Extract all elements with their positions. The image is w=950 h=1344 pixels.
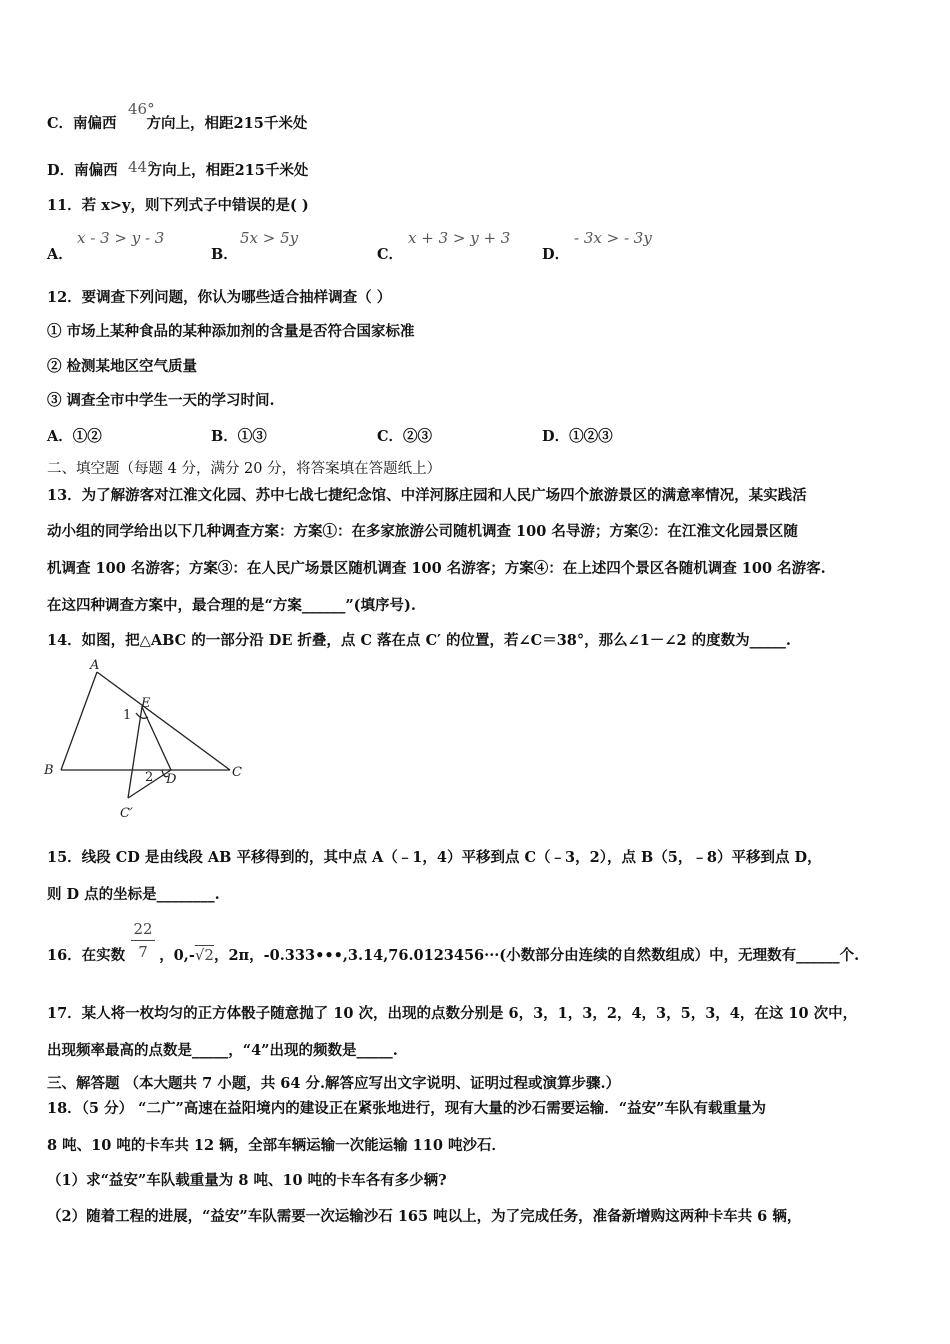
q16-mid: ，0,- — [159, 947, 195, 964]
q11-option-b-expr: 5x > 5y — [240, 229, 299, 247]
q10-option-c — [47, 114, 307, 134]
q10-c-suffix: 方向上，相距215千米处 — [146, 115, 308, 132]
q10-d-prefix: D．南偏西 — [47, 162, 118, 179]
section-2-heading: 二、填空题（每题 4 分，满分 20 分，将答案填在答题纸上） — [47, 461, 442, 477]
label-angle-1: 1 — [123, 708, 132, 723]
q18-line-2: 8 吨、10 吨的卡车共 12 辆，全部车辆运输一次能运输 110 吨沙石． — [47, 1137, 506, 1154]
q10-d-angle: 44° — [128, 158, 155, 176]
q12-stem: 12．要调查下列问题，你认为哪些适合抽样调查（ ） — [47, 289, 392, 306]
q17-line-2: 出现频率最高的点数是_____，“4”出现的频数是_____. — [47, 1042, 398, 1059]
q12-option-a: A．①② — [47, 428, 102, 445]
q16-fraction-denominator: 7 — [138, 943, 148, 961]
q10-c-angle: 46° — [128, 100, 155, 118]
q16-suffix: ，2π，-0.333•••,3.14,76.0123456···(小数部分由连续的自然数组成）中，无理数有______个. — [213, 947, 860, 964]
q16-fraction-numerator: 22 — [133, 920, 153, 938]
edge-ac — [97, 672, 230, 770]
section-3-heading: 三、解答题 （本大题共 7 小题，共 64 分.解答应写出文字说明、证明过程或演算步骤.） — [47, 1075, 621, 1092]
q13-line-3: 机调查 100 名游客；方案③：在人民广场景区随机调查 100 名游客；方案④：在上述四个景区各随机调查 100 名游客. — [47, 560, 826, 577]
q11-option-b-label: B． — [211, 246, 238, 263]
q12-item-2: ② 检测某地区空气质量 — [47, 358, 198, 375]
q12-item-1: ① 市场上某种食品的某种添加剂的含量是否符合国家标准 — [47, 323, 415, 340]
label-c-prime: C′ — [120, 806, 133, 821]
label-a: A — [90, 658, 100, 673]
q13-line-4: 在这四种调查方案中，最合理的是“方案______”(填序号). — [47, 597, 416, 614]
q11-option-c-label: C． — [377, 246, 404, 263]
q12-option-c: C．②③ — [377, 428, 433, 445]
q15-line-2: 则 D 点的坐标是________. — [47, 886, 220, 903]
q10-d-suffix: 方向上，相距215千米处 — [147, 162, 309, 179]
q12-option-b: B．①③ — [211, 428, 267, 445]
label-d: D — [166, 772, 177, 787]
q16-prefix: 16．在实数 — [47, 947, 126, 964]
q12-option-d: D．①②③ — [542, 428, 613, 445]
q13-line-2: 动小组的同学给出以下几种调查方案：方案①：在多家旅游公司随机调查 100 名导游；方案②：在江淮文化园景区随 — [47, 523, 798, 540]
q18-part-1: （1）求“益安”车队载重量为 8 吨、10 吨的卡车各有多少辆? — [47, 1172, 447, 1189]
edge-ab — [61, 672, 97, 770]
q11-option-a-expr: x - 3 > y - 3 — [77, 229, 165, 247]
label-angle-2: 2 — [145, 770, 154, 785]
q12-item-3: ③ 调查全市中学生一天的学习时间. — [47, 392, 275, 409]
q13-line-1: 13．为了解游客对江淮文化园、苏中七战七捷纪念馆、中洋河豚庄园和人民广场四个旅游景区的满意率情况，某实践活 — [47, 487, 807, 504]
q15-line-1: 15．线段 CD 是由线段 AB 平移得到的，其中点 A（﹣1，4）平移到点 C（﹣3，2），点 B（5，﹣8）平移到点 D， — [47, 849, 822, 866]
q16-fraction — [131, 920, 155, 961]
q11-stem: 11．若 x>y，则下列式子中错误的是( ) — [47, 197, 309, 214]
label-b: B — [44, 763, 54, 778]
q14-stem: 14．如图，把△ABC 的一部分沿 DE 折叠，点 C 落在点 C′ 的位置，若∠C＝38°，那么∠1－∠2 的度数为_____. — [47, 632, 791, 649]
label-c: C — [232, 765, 242, 780]
q16-sqrt: √2 — [194, 946, 214, 964]
q11-option-a-label: A． — [47, 246, 73, 263]
q11-option-d-label: D． — [542, 246, 570, 263]
q14-figure — [40, 655, 260, 825]
q10-c-prefix: C．南偏西 — [47, 115, 117, 132]
q11-option-d-expr: - 3x > - 3y — [574, 229, 652, 247]
q16-line — [47, 945, 859, 966]
q10-option-d — [47, 161, 308, 181]
q18-part-2: （2）随着工程的进展，“益安”车队需要一次运输沙石 165 吨以上，为了完成任务，准备新增购这两种卡车共 6 辆， — [47, 1208, 802, 1225]
q17-line-1: 17．某人将一枚均匀的正方体骰子随意抛了 10 次，出现的点数分别是 6，3，1，3，2，4，3，5，3，4，在这 10 次中， — [47, 1005, 858, 1022]
q11-option-c-expr: x + 3 > y + 3 — [408, 229, 511, 247]
label-e: E — [141, 696, 151, 711]
q18-line-1: 18．（5 分） “二广”高速在益阳境内的建设正在紧张地进行，现有大量的沙石需要运输．“益安”车队有载重量为 — [47, 1100, 766, 1117]
